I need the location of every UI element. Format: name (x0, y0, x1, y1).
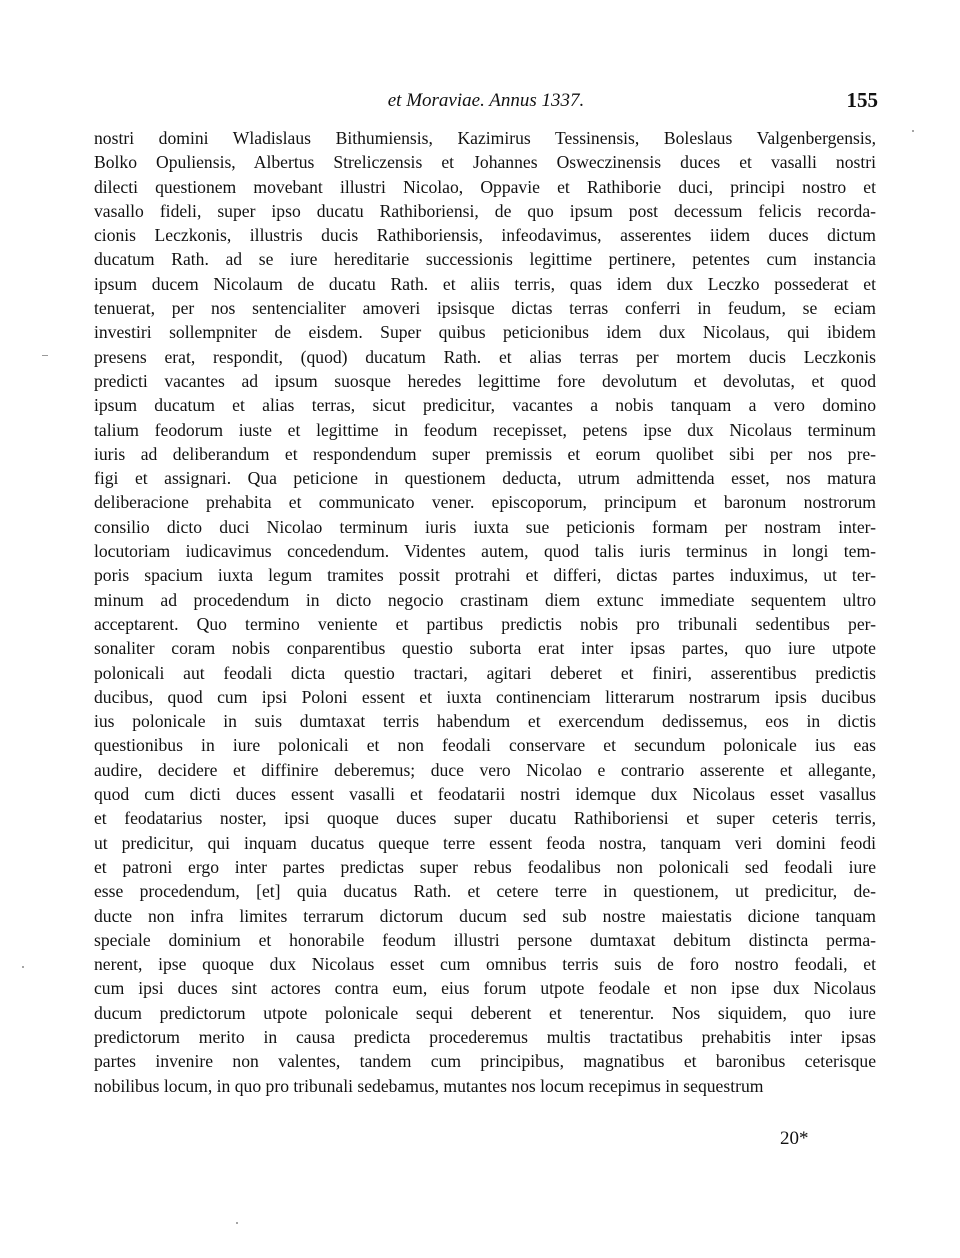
page-number: 155 (846, 88, 878, 112)
text-line: cionis Leczkonis, illustris ducis Rathiboriensis, infeodavimus, asserentes iidem duces dictum (94, 225, 876, 246)
text-line: ipsum ducem Nicolaum de ducatu Rath. et aliis terris, quas idem dux Leczko possederat et (94, 273, 876, 294)
text-line: sonaliter coram nobis conparentibus questio suborta erat inter ipsas partes, quo iure utpote (94, 638, 876, 659)
text-line: questionibus in iure polonicali et non feodali conservare et secundum polonicale ius eas (94, 735, 876, 756)
running-title: et Moraviae. Annus 1337. (387, 90, 585, 111)
page-header (94, 88, 878, 118)
text-line: iuris ad deliberandum et respondendum super premissis et eorum quolibet sibi per nos pre- (94, 443, 876, 464)
text-line: acceptarent. Quo termino veniente et partibus predictis nobis pro tribunali sedentibus per- (94, 613, 876, 634)
text-line: ipsum ducatum et alias terras, sicut predicitur, vacantes a nobis tanquam a vero domino (94, 395, 876, 416)
text-line: partes invenire non valentes, tandem cum principibus, magnatibus et baronibus ceterisque (94, 1051, 876, 1072)
text-line: tenuerat, per nos sentencialiter amoveri ipsisque dictas terras conferri in feudum, se eciam (94, 298, 876, 319)
text-line: ducte non infra limites terrarum dictorum ducum sed sub nostre maiestatis dicione tanquam (94, 905, 876, 926)
text-line: minum ad procedendum in dicto negocio crastinam diem extunc immediate sequentem ultro (94, 589, 876, 610)
text-line: quod cum dicti duces essent vasalli et feodatarii nostri idemque dux Nicolaus esset vasallus (94, 784, 876, 805)
text-line: nobilibus locum, in quo pro tribunali sedebamus, mutantes nos locum recepimus in sequestrum (94, 1075, 764, 1096)
signature-mark: 20* (780, 1128, 809, 1149)
text-line: audire, decidere et diffinire deberemus; duce vero Nicolao e contrario asserente et allegante, (94, 759, 876, 780)
text-line: presens erat, respondit, (quod) ducatum Rath. et alias terras per mortem ducis Leczkonis (94, 346, 876, 367)
text-line: ius polonicale in suis dumtaxat terris habendum et exercendum dedissemus, eos in dictis (94, 711, 876, 732)
text-line: cum ipsi duces sint actores contra eum, eius forum utpote feodale et non ipse dux Nicolaus (94, 978, 876, 999)
text-line: predictorum merito in causa predicta procederemus multis tractatibus prehabitis inter ipsas (94, 1026, 876, 1047)
text-line: et patroni ergo inter partes predictas super rebus feodalibus non polonicali sed feodali iure (94, 856, 876, 877)
text-line: polonicali aut feodali dicta questio tractari, agitari deberet et finiri, asserentibus predictis (94, 662, 876, 683)
text-line: et feodatarius noster, ipsi quoque duces super ducatu Rathiboriensi et super ceteris terris, (94, 808, 876, 829)
text-line: poris spacium iuxta legum tramites possit protrahi et differi, dictas partes induximus, ut ter- (94, 565, 876, 586)
text-line: investiri sollempniter de eisdem. Super quibus peticionibus idem dux Nicolaus, qui ibidem (94, 322, 876, 343)
text-line: ducatum Rath. ad se iure hereditarie successionis legittime pertinere, petentes cum instancia (94, 249, 876, 270)
body-text (94, 126, 876, 1098)
text-line: nostri domini Wladislaus Bithumiensis, Kazimirus Tessinensis, Boleslaus Valgenbergensis, (94, 128, 876, 148)
margin-dot (22, 966, 24, 968)
text-line: talium feodorum iuste et legittime in feodum recepisset, petens ipse dux Nicolaus terminum (94, 419, 876, 440)
margin-mark (42, 355, 48, 356)
text-line: consilio dicto duci Nicolao terminum iuris iuxta sue peticionis formam per nostram inter- (94, 516, 876, 537)
text-line: esse procedendum, [et] quia ducatus Rath. et cetere terre in questionem, ut predicitur, de- (94, 881, 876, 902)
margin-dot (912, 130, 914, 132)
text-line: nerent, ipse quoque dux Nicolaus esset cum omnibus terris suis de foro nostro feodali, et (94, 954, 876, 975)
text-line: ducibus, quod cum ipsi Poloni essent et iuxta continenciam litterarum nostrarum ipsis ducibus (94, 686, 876, 707)
text-line: ut predicitur, qui inquam ducatus queque terre essent feoda nostra, tanquam veri domini feodi (94, 832, 876, 853)
text-line: predicti vacantes ad ipsum suosque heredes legittime fore devolutum et devolutas, et quod (94, 370, 876, 391)
text-line: speciale dominium et honorabile feodum illustri persone dumtaxat debitum distincta perma- (94, 929, 876, 950)
text-line: figi et assignari. Qua peticione in questionem deducta, utrum admittenda esset, nos matura (94, 468, 876, 489)
text-line: deliberacione prehabita et communicato vener. episcoporum, principum et baronum nostrorum (94, 492, 876, 513)
text-line: locutoriam iudicavimus concedendum. Videntes autem, quod talis iuris terminus in longi tem- (94, 541, 876, 562)
text-line: vasallo fideli, super ipso ducatu Rathiboriensi, de quo ipsum post decessum felicis recorda- (94, 200, 876, 221)
text-line: dilecti questionem movebant illustri Nicolao, Oppavie et Rathiborie duci, principi nostro et (94, 176, 876, 197)
margin-dot (236, 1222, 238, 1224)
text-line: Bolko Opuliensis, Albertus Streliczensis et Johannes Osweczinensis duces et vasalli nostri (94, 152, 876, 173)
text-line: ducum predictorum utpote polonicale sequi deberent et tenerentur. Nos siquidem, quo iure (94, 1002, 876, 1023)
